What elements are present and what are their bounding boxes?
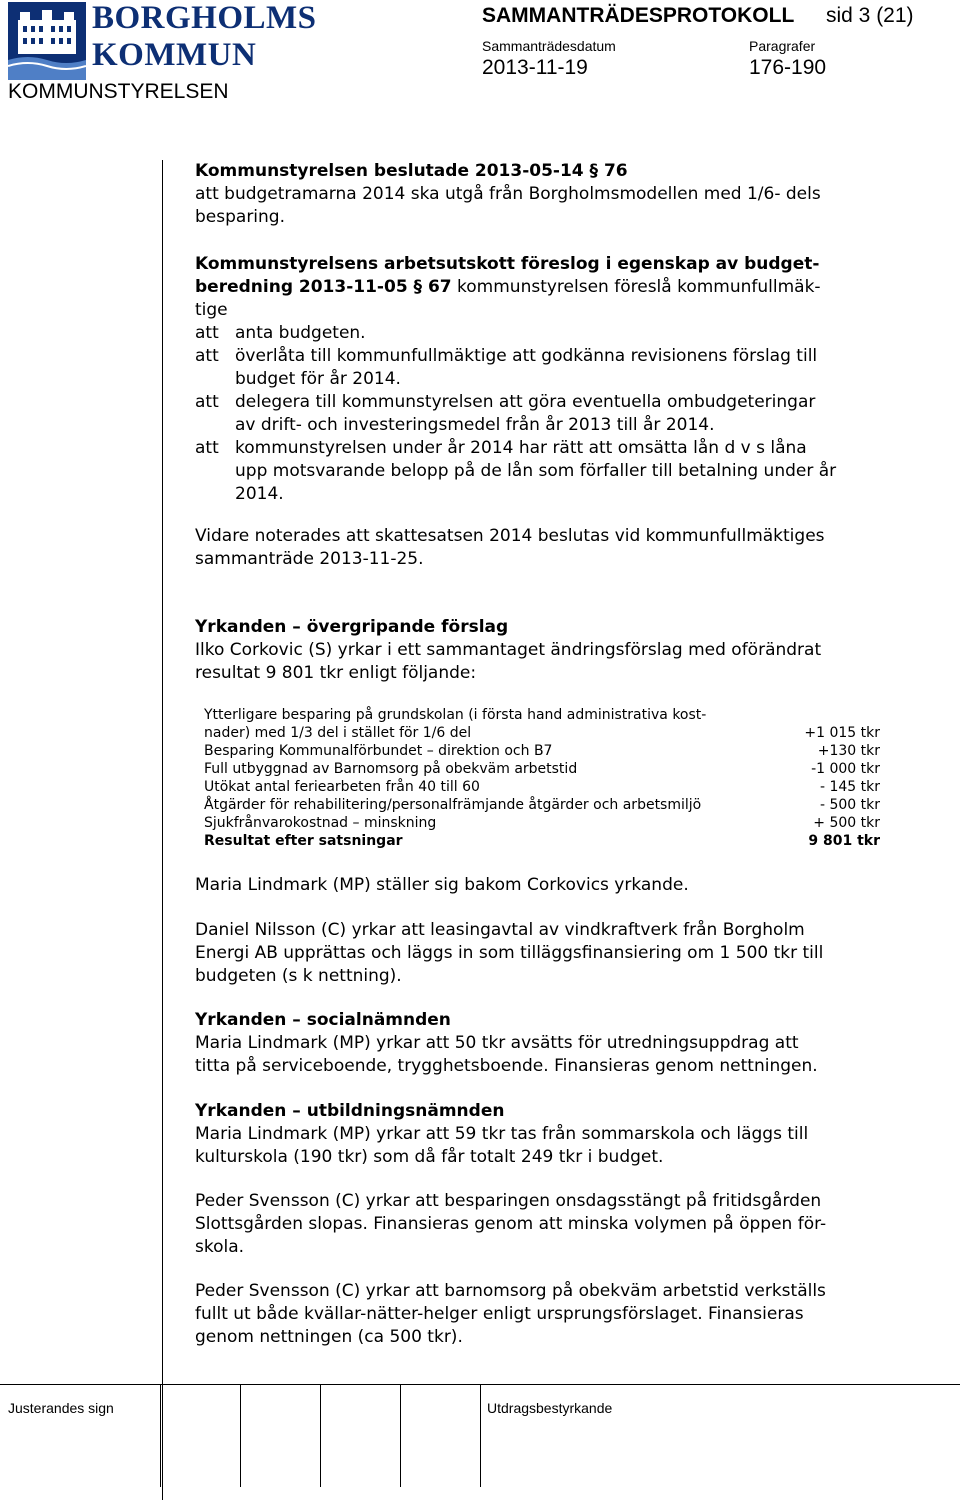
att-text: kommunstyrelsen under år 2014 har rätt att omsätta lån d v s låna: [235, 438, 807, 458]
text-line: att budgetramarna 2014 ska utgå från Borgholmsmodellen med 1/6- dels: [195, 184, 821, 204]
text-line: resultat 9 801 tkr enligt följande:: [195, 663, 477, 683]
section-ks-decision: [195, 160, 925, 229]
row-amount: +130 tkr: [817, 743, 880, 759]
extract-certification-label: Utdragsbestyrkande: [487, 1400, 613, 1416]
section-svensson-proposal-1: [195, 1190, 925, 1259]
row-amount: -1 000 tkr: [811, 761, 880, 777]
text-line: Peder Svensson (C) yrkar att barnomsorg på obekväm arbetstid verkställs: [195, 1281, 826, 1301]
text-line: Vidare noterades att skattesatsen 2014 beslutas vid kommunfullmäktiges: [195, 526, 825, 546]
section-lindmark-support: [195, 874, 925, 897]
row-description: Sjukfrånvarokostnad – minskning: [204, 815, 437, 831]
att-text: överlåta till kommunfullmäktige att godkänna revisionens förslag till: [235, 346, 818, 366]
text-fragment: kommunstyrelsen föreslå kommunfullmäk-: [451, 277, 821, 297]
text-line: besparing.: [195, 207, 285, 227]
att-item: [195, 345, 925, 391]
text-line: Ilko Corkovic (S) yrkar i ett sammantaget ändringsförslag med oförändrat: [195, 640, 822, 660]
table-row: [204, 778, 880, 796]
text-line: Maria Lindmark (MP) yrkar att 59 tkr tas från sommarskola och läggs till: [195, 1124, 809, 1144]
row-amount: - 145 tkr: [819, 779, 880, 795]
table-total-row: [204, 832, 880, 850]
att-text: av drift- och investeringsmedel från år 2013 till år 2014.: [235, 415, 715, 435]
att-item: [195, 437, 925, 506]
organisation-unit: KOMMUNSTYRELSEN: [8, 80, 229, 103]
signature-box-divider: [480, 1384, 481, 1487]
text-line: Slottsgården slopas. Finansieras genom att minska volymen på öppen för-: [195, 1214, 827, 1234]
paragraphs-value: 176-190: [749, 56, 827, 79]
att-item: [195, 322, 925, 345]
row-description: Besparing Kommunalförbundet – direktion och B7: [204, 743, 553, 759]
row-description: Ytterligare besparing på grundskolan (i första hand administrativa kost-: [204, 707, 707, 723]
text-line: skola.: [195, 1237, 245, 1257]
signature-box-divider: [400, 1384, 401, 1487]
signature-label: Justerandes sign: [8, 1400, 114, 1416]
text-line: genom nettningen (ca 500 tkr).: [195, 1327, 463, 1347]
section-heading: Yrkanden – utbildningsnämnden: [195, 1101, 505, 1121]
att-text: upp motsvarande belopp på de lån som förfaller till betalning under år: [235, 461, 837, 481]
table-row: [204, 814, 880, 832]
meeting-reference: beredning 2013-11-05 § 67: [195, 277, 452, 297]
att-text: delegera till kommunstyrelsen att göra eventuella ombudgeteringar: [235, 392, 816, 412]
section-heading: Yrkanden – socialnämnden: [195, 1010, 451, 1030]
total-description: Resultat efter satsningar: [204, 833, 403, 849]
section-au-proposal: [195, 253, 925, 506]
section-tax-note: [195, 525, 925, 571]
att-text: budget för år 2014.: [235, 369, 401, 389]
table-row: [204, 742, 880, 760]
section-svensson-proposal-2: [195, 1280, 925, 1349]
att-text: 2014.: [235, 484, 284, 504]
section-heading: Yrkanden – övergripande förslag: [195, 617, 509, 637]
total-amount: 9 801 tkr: [808, 833, 880, 849]
left-margin-line: [162, 160, 163, 1500]
signature-box-divider: [160, 1384, 161, 1487]
row-description: Åtgärder för rehabilitering/personalfrämjande åtgärder och arbetsmiljö: [204, 797, 702, 813]
signature-box-divider: [320, 1384, 321, 1487]
section-overall-proposals: [195, 616, 925, 685]
text-line: fullt ut både kvällar-nätter-helger enligt ursprungsförslaget. Finansieras: [195, 1304, 804, 1324]
text-line: Maria Lindmark (MP) yrkar att 50 tkr avsätts för utredningsuppdrag att: [195, 1033, 799, 1053]
page-number: sid 3 (21): [826, 4, 914, 27]
att-label: att: [195, 392, 219, 412]
signature-box-divider: [240, 1384, 241, 1487]
section-education-committee: [195, 1100, 925, 1169]
table-row: [204, 724, 880, 742]
meeting-date-label: Sammanträdesdatum: [482, 38, 616, 54]
budget-change-table: [204, 706, 880, 850]
text-line: Maria Lindmark (MP) ställer sig bakom Corkovics yrkande.: [195, 875, 689, 895]
att-label: att: [195, 346, 219, 366]
text-line: sammanträde 2013-11-25.: [195, 549, 424, 569]
att-label: att: [195, 323, 219, 343]
section-heading-line: [195, 276, 925, 299]
castle-logo-icon: [8, 2, 86, 80]
table-row: [204, 706, 880, 724]
table-row: [204, 796, 880, 814]
row-amount: +1 015 tkr: [804, 725, 880, 741]
section-social-committee: [195, 1009, 925, 1078]
document-title: SAMMANTRÄDESPROTOKOLL: [482, 4, 795, 27]
att-label: att: [195, 438, 219, 458]
row-description: Full utbyggnad av Barnomsorg på obekväm arbetstid: [204, 761, 578, 777]
row-amount: + 500 tkr: [813, 815, 880, 831]
text-line: titta på serviceboende, trygghetsboende. Finansieras genom nettningen.: [195, 1056, 818, 1076]
row-description: Utökat antal feriearbeten från 40 till 60: [204, 779, 480, 795]
paragraphs-label: Paragrafer: [749, 38, 816, 54]
brand-line-2: KOMMUN: [92, 37, 257, 73]
text-line: tige: [195, 300, 228, 320]
meeting-date-value: 2013-11-19: [482, 56, 588, 79]
text-line: budgeten (s k nettning).: [195, 966, 402, 986]
att-text: anta budgeten.: [235, 323, 366, 343]
table-row: [204, 760, 880, 778]
text-line: Peder Svensson (C) yrkar att besparingen onsdagsstängt på fritidsgården: [195, 1191, 822, 1211]
section-heading: Kommunstyrelsen beslutade 2013-05-14 § 76: [195, 161, 628, 181]
text-line: Daniel Nilsson (C) yrkar att leasingavtal av vindkraftverk från Borgholm: [195, 920, 805, 940]
text-line: kulturskola (190 tkr) som då får totalt 249 tkr i budget.: [195, 1147, 664, 1167]
section-heading: Kommunstyrelsens arbetsutskott föreslog i egenskap av budget-: [195, 254, 820, 274]
row-description: nader) med 1/3 del i stället för 1/6 del: [204, 725, 472, 741]
row-amount: - 500 tkr: [819, 797, 880, 813]
att-item: [195, 391, 925, 437]
brand-line-1: BORGHOLMS: [92, 0, 317, 36]
section-nilsson-proposal: [195, 919, 925, 988]
text-line: Energi AB upprättas och läggs in som tilläggsfinansiering om 1 500 tkr till: [195, 943, 824, 963]
